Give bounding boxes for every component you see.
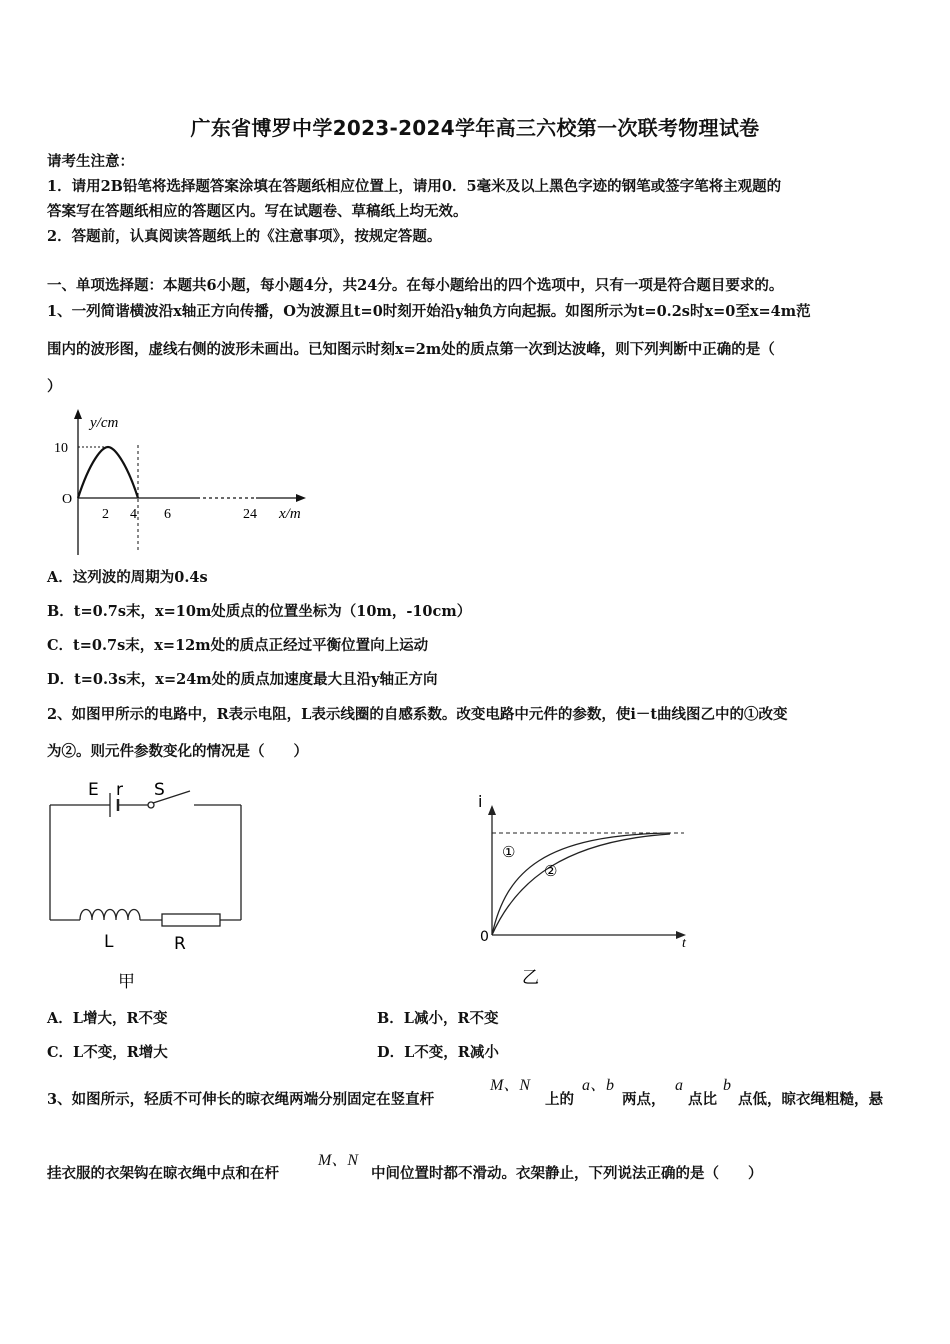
y-tick-label: 10 <box>54 441 68 456</box>
q1-stem-line-3: ） <box>47 378 62 395</box>
notice-line-1: 1．请用2B铅笔将选择题答案涂填在答题纸相应位置上，请用0．5毫米及以上黑色字迹的钢笔或签字笔将主观题的 <box>47 178 782 195</box>
q3-text-1d: 点比 <box>688 1091 717 1108</box>
circuit-diagram <box>44 775 254 993</box>
x-tick-2: 2 <box>102 507 109 522</box>
q3-text-1e: 点低，晾衣绳粗糙，悬 <box>738 1091 883 1108</box>
q1-option-c[interactable]: C．t=0.7s末，x=12m处的质点正经过平衡位置向上运动 <box>47 637 429 654</box>
q2-option-b[interactable]: B．L减小，R不变 <box>377 1010 499 1027</box>
q3-symbol-mn-2: M、N <box>318 1152 359 1169</box>
i-axis-label: i <box>478 792 483 811</box>
label-E: E <box>88 780 99 800</box>
q2-stem-line-1: 2、如图甲所示的电路中，R表示电阻，L表示线圈的自感系数。改变电路中元件的参数，使i－t曲线图乙中的①改变 <box>47 706 788 723</box>
q3-text-2a: 挂衣服的衣架钩在晾衣绳中点和在杆 <box>47 1165 279 1182</box>
origin-label: 0 <box>480 929 489 945</box>
inductor-coil <box>80 910 140 921</box>
q1-option-a[interactable]: A．这列波的周期为0.4s <box>47 569 208 586</box>
page-title: 广东省博罗中学2023-2024学年高三六校第一次联考物理试卷 <box>190 116 760 140</box>
caption-yi: 乙 <box>522 968 539 987</box>
notice-heading: 请考生注意： <box>47 153 134 170</box>
label-R: R <box>174 934 186 954</box>
curve-1-label: ① <box>502 845 516 861</box>
q1-stem-line-2: 围内的波形图，虚线右侧的波形未画出。已知图示时刻x=2m处的质点第一次到达波峰，则下列判断中正确的是（ <box>47 341 775 358</box>
wave-graph <box>40 405 320 560</box>
q1-option-b[interactable]: B．t=0.7s末，x=10m处质点的位置坐标为（10m，-10cm） <box>47 603 472 620</box>
q3-text-1c: 两点， <box>622 1091 666 1108</box>
q2-option-d[interactable]: D．L不变，R减小 <box>377 1044 499 1061</box>
curve-2-label: ② <box>544 864 558 880</box>
q1-option-d[interactable]: D．t=0.3s末，x=24m处的质点加速度最大且沿y轴正方向 <box>47 671 438 688</box>
q3-symbol-mn-1: M、N <box>490 1077 531 1094</box>
notice-line-3: 2．答题前，认真阅读答题纸上的《注意事项》，按规定答题。 <box>47 228 442 245</box>
q3-text-1a: 3、如图所示，轻质不可伸长的晾衣绳两端分别固定在竖直杆 <box>47 1091 435 1108</box>
q2-stem-line-2: 为②。则元件参数变化的情况是（ ） <box>47 743 308 760</box>
q3-symbol-a: a <box>675 1077 683 1094</box>
i-axis-arrow <box>488 805 496 815</box>
notice-line-2: 答案写在答题纸相应的答题区内。写在试题卷、草稿纸上均无效。 <box>47 203 468 220</box>
resistor <box>162 914 220 926</box>
x-tick-24: 24 <box>243 507 257 522</box>
curve-2 <box>492 834 670 935</box>
q3-symbol-ab: a、b <box>582 1077 615 1094</box>
y-axis-arrow <box>74 409 82 419</box>
caption-jia: 甲 <box>118 972 135 991</box>
wave-curve <box>78 447 138 498</box>
x-tick-4: 4 <box>130 507 137 522</box>
y-axis-label: y/cm <box>90 415 119 431</box>
q1-stem-line-1: 1、一列简谐横波沿x轴正方向传播，O为波源且t=0时刻开始沿y轴负方向起振。如图所示为t=0.2s时x=0至x=4m范 <box>47 303 811 320</box>
section-heading: 一、单项选择题：本题共6小题，每小题4分，共24分。在每小题给出的四个选项中，只有一项是符合题目要求的。 <box>47 277 784 294</box>
label-r: r <box>116 780 123 800</box>
x-tick-6: 6 <box>164 507 171 522</box>
t-axis-label: t <box>682 936 686 951</box>
q3-symbol-b: b <box>723 1077 731 1094</box>
x-axis-label: x/m <box>279 506 301 522</box>
origin-label: O <box>62 492 73 507</box>
q3-text-1b: 上的 <box>545 1091 574 1108</box>
label-L: L <box>104 932 114 952</box>
curve-1 <box>492 833 670 935</box>
label-S: S <box>154 780 165 800</box>
q2-option-a[interactable]: A．L增大，R不变 <box>47 1010 168 1027</box>
current-time-graph <box>470 785 700 995</box>
q3-text-2b: 中间位置时都不滑动。衣架静止，下列说法正确的是（ ） <box>371 1165 763 1182</box>
x-axis-arrow <box>296 494 306 502</box>
q2-option-c[interactable]: C．L不变，R增大 <box>47 1044 168 1061</box>
